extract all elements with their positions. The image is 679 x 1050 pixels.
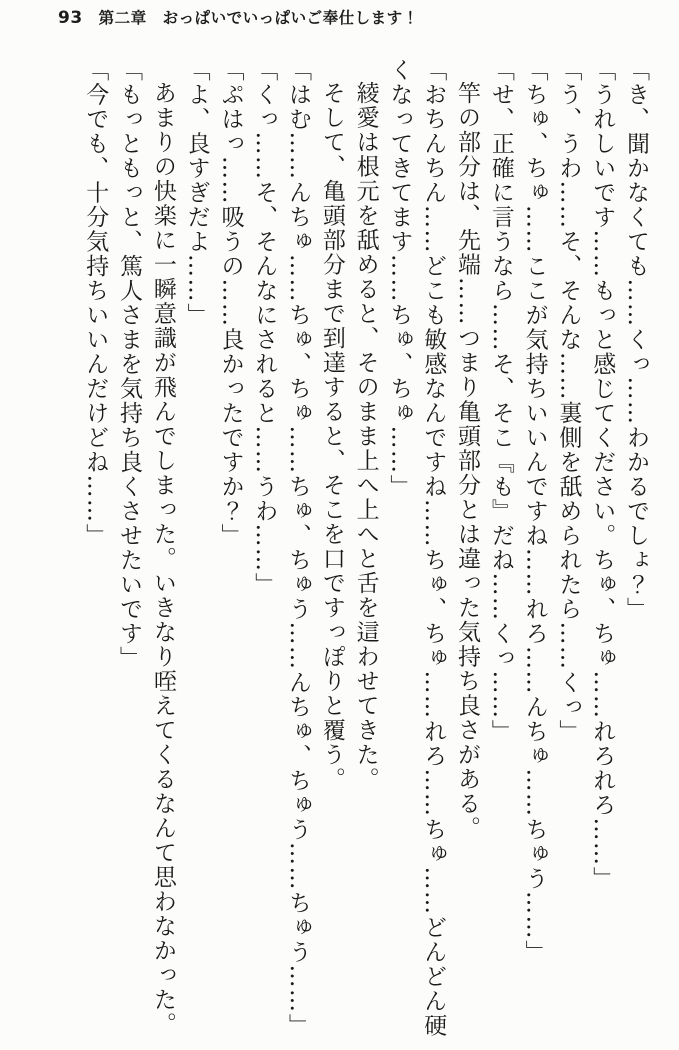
text-line: 「おちんちん……どこも敏感なんですね……ちゅ、ちゅ……れろ……ちゅ……どんどん硬くなってきてます……ちゅ、ちゅ……」 <box>386 58 447 1038</box>
text-body <box>77 58 652 1044</box>
text-line: 「くっ……そ、そんなにされると……うわ……」 <box>251 58 278 597</box>
text-line: 「今でも、十分気持ちいいんだけどね……」 <box>82 58 109 548</box>
text-line: 「ちゅ、ちゅ……ここが気持ちいいんですね……れろ……んちゅ……ちゅう……」 <box>521 58 548 965</box>
text-line: 「き、聞かなくても……くっ……わかるでしょ？」 <box>623 58 649 622</box>
text-line: 「よ、良すぎだよ……」 <box>183 58 210 328</box>
running-header <box>58 6 419 28</box>
text-line: そして、亀頭部分まで到達すると、そこを口ですっぽりと覆う。 <box>318 81 345 792</box>
text-line: 竿の部分は、先端……つまり亀頭部分とは違った気持ち良さがある。 <box>454 81 481 841</box>
text-line: 「はむ……んちゅ……ちゅ、ちゅ……ちゅ、ちゅう……んちゅ、ちゅう……ちゅう……」 <box>285 58 312 1038</box>
text-line: 「ぷはっ……吸うの……良かったですか？」 <box>217 58 244 548</box>
chapter-title: 第二章 おっぱいでいっぱいご奉仕します！ <box>98 9 419 27</box>
page-number: 93 <box>58 8 83 28</box>
text-line: 綾愛は根元を舐めると、そのまま上へ上へと舌を這わせてきた。 <box>352 81 379 792</box>
text-line: あまりの快楽に一瞬意識が飛んでしまった。いきなり咥えてくるなんて思わなかった。 <box>149 81 176 1037</box>
text-line: 「うれしいです……もっと感じてください。ちゅ、ちゅ……れろれろ……」 <box>589 58 616 891</box>
text-line: 「もっともっと、篤人さまを気持ち良くさせたいです」 <box>116 58 143 671</box>
text-line: 「う、うわ……そ、そんな……裏側を舐められたら……くっ」 <box>555 58 582 744</box>
text-line: 「せ、正確に言うなら……そ、そこ『も』だね……くっ……」 <box>487 58 514 744</box>
